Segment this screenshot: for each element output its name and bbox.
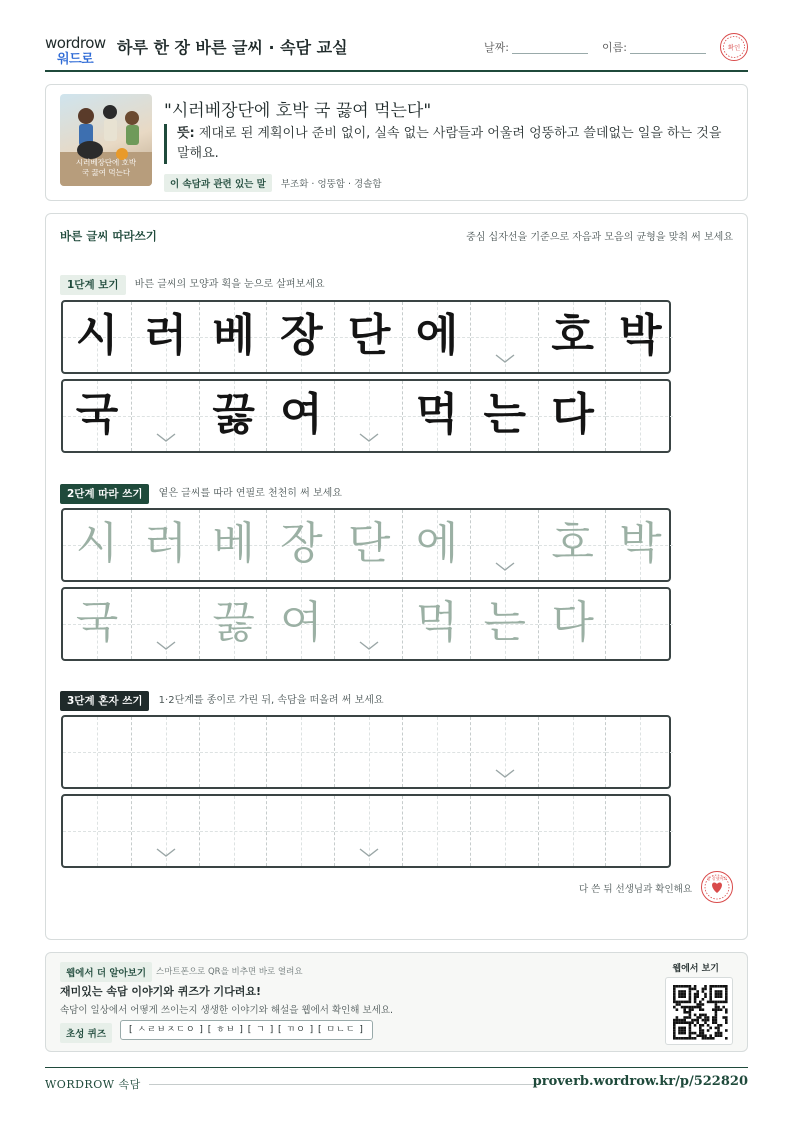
grid-char: 박 — [619, 310, 662, 361]
grid-cell — [470, 381, 538, 451]
related-list: 부조화 · 엉뚱함 · 경솔함 — [280, 179, 382, 190]
space-mark-icon — [359, 848, 379, 858]
grid-cell[interactable] — [605, 717, 673, 787]
grid-char: 다 — [551, 597, 594, 648]
grid-cell — [199, 302, 267, 372]
grid-cell — [605, 381, 673, 451]
grid-char: 국 — [75, 597, 119, 648]
step1-header — [60, 275, 325, 295]
grid-cell[interactable] — [131, 589, 199, 659]
step3-desc: 1·2단계를 종이로 가린 뒤, 속담을 떠올려 써 보세요 — [158, 695, 384, 706]
qr-code-icon[interactable] — [665, 977, 733, 1045]
grid-char: 국 — [75, 389, 119, 440]
quiz-tag: 초성 퀴즈 — [60, 1023, 112, 1043]
space-mark-icon — [156, 848, 176, 858]
space-mark-icon — [495, 769, 515, 779]
practice-section-hint: 중심 십자선을 기준으로 자음과 모음의 균형을 맞춰 써 보세요 — [466, 232, 733, 243]
grid-cell[interactable] — [334, 589, 402, 659]
grid-cell[interactable] — [63, 510, 131, 580]
page-footer — [45, 1067, 748, 1097]
qr-label: 웹에서 보기 — [672, 964, 719, 974]
stamp-small-text: 확인 — [727, 43, 740, 51]
grid-cell — [402, 302, 470, 372]
grid-char: 단 — [347, 310, 391, 361]
grid-char: 여 — [280, 597, 323, 648]
grid-cell — [402, 381, 470, 451]
grid-cell — [334, 302, 402, 372]
grid-cell[interactable] — [334, 796, 402, 866]
thumb-caption-line2: 국 끓여 먹는다 — [81, 168, 131, 177]
grid-char: 호 — [551, 518, 594, 569]
step3-row2[interactable] — [61, 794, 671, 868]
grid-cell — [199, 381, 267, 451]
grid-cell[interactable] — [63, 796, 131, 866]
logo-korean: 워드로 — [57, 52, 94, 67]
step1-row2 — [61, 379, 671, 453]
name-line — [630, 53, 706, 54]
grid-cell[interactable] — [266, 796, 334, 866]
step3-row1[interactable] — [61, 715, 671, 789]
grid-cell[interactable] — [131, 717, 199, 787]
chosung-quiz-box: [ ㅅㄹㅂㅈㄷㅇ ] [ ㅎㅂ ] [ ㄱ ] [ ㄲㅇ ] [ ㅁㄴㄷ ] — [120, 1020, 373, 1040]
proverb-meaning — [164, 124, 732, 164]
grid-cell[interactable] — [605, 589, 673, 659]
grid-cell[interactable] — [63, 589, 131, 659]
grid-cell[interactable] — [63, 717, 131, 787]
grid-cell[interactable] — [266, 589, 334, 659]
grid-cell — [605, 302, 673, 372]
grid-cell[interactable] — [538, 510, 606, 580]
proverb-title: "시러베장단에 호박 국 끓여 먹는다" — [164, 101, 432, 121]
space-mark-icon — [495, 562, 515, 572]
step1-badge: 1단계 보기 — [60, 275, 126, 295]
grid-char: 시 — [75, 310, 119, 361]
grid-char: 러 — [144, 518, 188, 569]
logo-wordmark: wordrow — [45, 34, 106, 52]
grid-cell[interactable] — [334, 510, 402, 580]
step2-row1[interactable] — [61, 508, 671, 582]
teacher-check-note: 다 쓴 뒤 선생님과 확인해요 — [578, 884, 692, 895]
grid-char: 박 — [619, 518, 662, 569]
grid-cell — [266, 302, 334, 372]
grid-cell — [470, 302, 538, 372]
meaning-text: 제대로 된 계획이나 준비 없이, 실속 없는 사람들과 어울려 엉뚱하고 쓸데없는 일을 하는 것을 말해요. — [177, 126, 722, 161]
grid-char: 여 — [280, 389, 323, 440]
grid-char: 베 — [212, 310, 255, 361]
name-label: 이름: — [602, 41, 627, 54]
grid-cell — [131, 302, 199, 372]
date-line — [512, 53, 588, 54]
grid-cell[interactable] — [266, 510, 334, 580]
wordrow-logo — [45, 34, 109, 67]
thumb-caption-line1: 시러베장단에 호박 — [75, 158, 137, 167]
space-mark-icon — [359, 641, 379, 651]
step2-badge: 2단계 따라 쓰기 — [60, 484, 149, 504]
grid-cell[interactable] — [605, 510, 673, 580]
footer-url-link[interactable]: proverb.wordrow.kr/p/522820 — [532, 1074, 748, 1089]
grid-cell[interactable] — [402, 510, 470, 580]
grid-char: 호 — [551, 310, 594, 361]
grid-cell — [266, 381, 334, 451]
proverb-card — [45, 84, 748, 201]
step3-badge: 3단계 혼자 쓰기 — [60, 691, 149, 711]
well-done-stamp-icon — [701, 871, 733, 903]
web-card — [45, 952, 748, 1052]
grid-char: 다 — [551, 389, 594, 440]
grid-cell[interactable] — [538, 796, 606, 866]
footer-brand: WORDROW 속담 — [45, 1078, 141, 1091]
grid-cell[interactable] — [131, 796, 199, 866]
grid-char: 에 — [415, 518, 459, 569]
grid-cell[interactable] — [605, 796, 673, 866]
step1-desc: 바른 글씨의 모양과 획을 눈으로 살펴보세요 — [134, 279, 325, 290]
step2-row2[interactable] — [61, 587, 671, 661]
grid-cell[interactable] — [131, 510, 199, 580]
grid-cell[interactable] — [266, 717, 334, 787]
space-mark-icon — [156, 433, 176, 443]
date-field[interactable] — [484, 39, 509, 55]
step2-header — [60, 484, 342, 504]
grid-cell[interactable] — [199, 796, 267, 866]
grid-cell[interactable] — [470, 717, 538, 787]
step2-desc: 옅은 글씨를 따라 연필로 천천히 써 보세요 — [158, 488, 342, 499]
grid-cell — [63, 381, 131, 451]
grid-cell[interactable] — [402, 589, 470, 659]
grid-cell[interactable] — [402, 796, 470, 866]
step3-header — [60, 691, 384, 711]
grid-cell[interactable] — [199, 717, 267, 787]
grid-char: 러 — [144, 310, 188, 361]
grid-cell[interactable] — [470, 796, 538, 866]
space-mark-icon — [495, 354, 515, 364]
grid-cell — [131, 381, 199, 451]
page-header — [45, 28, 748, 72]
grid-char: 는 — [483, 597, 527, 648]
grid-char: 에 — [415, 310, 459, 361]
web-hint: 스마트폰으로 QR을 비추면 바로 열려요 — [156, 967, 303, 977]
grid-char: 끓 — [212, 597, 255, 648]
grid-char: 장 — [280, 310, 323, 361]
proverb-illustration — [60, 94, 152, 186]
grid-cell — [538, 302, 606, 372]
date-label: 날짜: — [484, 41, 509, 54]
grid-cell — [63, 302, 131, 372]
grid-char: 시 — [75, 518, 119, 569]
grid-cell[interactable] — [402, 717, 470, 787]
web-fun-desc: 속담이 일상에서 어떻게 쓰이는지 생생한 이야기와 해설을 웹에서 확인해 보세요. — [60, 1005, 394, 1016]
web-fun-title: 재미있는 속담 이야기와 퀴즈가 기다려요! — [60, 985, 261, 998]
stamp-big-text: 참 잘했어요 — [706, 875, 727, 881]
grid-cell[interactable] — [538, 717, 606, 787]
practice-section-title: 바른 글씨 따라쓰기 — [60, 229, 157, 243]
grid-char: 장 — [280, 518, 323, 569]
step1-row1 — [61, 300, 671, 374]
space-mark-icon — [359, 433, 379, 443]
space-mark-icon — [156, 641, 176, 651]
grid-cell[interactable] — [199, 589, 267, 659]
grid-cell[interactable] — [199, 510, 267, 580]
meaning-label: 뜻: — [177, 126, 195, 141]
related-words — [164, 174, 382, 190]
page-title: 하루 한 장 바른 글씨 · 속담 교실 — [117, 38, 348, 57]
grid-char: 단 — [347, 518, 391, 569]
grid-cell — [334, 381, 402, 451]
grid-char: 끓 — [212, 389, 255, 440]
grid-cell[interactable] — [470, 589, 538, 659]
confirm-stamp-icon — [720, 33, 748, 61]
grid-char: 는 — [483, 389, 527, 440]
grid-cell[interactable] — [334, 717, 402, 787]
grid-char: 베 — [212, 518, 255, 569]
grid-cell[interactable] — [470, 510, 538, 580]
related-tag: 이 속담과 관련 있는 말 — [164, 174, 272, 192]
practice-card — [45, 213, 748, 940]
grid-cell — [538, 381, 606, 451]
grid-cell[interactable] — [538, 589, 606, 659]
grid-char: 먹 — [415, 389, 459, 440]
footer-divider — [149, 1084, 539, 1085]
name-field[interactable] — [602, 39, 627, 55]
grid-char: 먹 — [415, 597, 459, 648]
web-tag: 웹에서 더 알아보기 — [60, 962, 152, 982]
